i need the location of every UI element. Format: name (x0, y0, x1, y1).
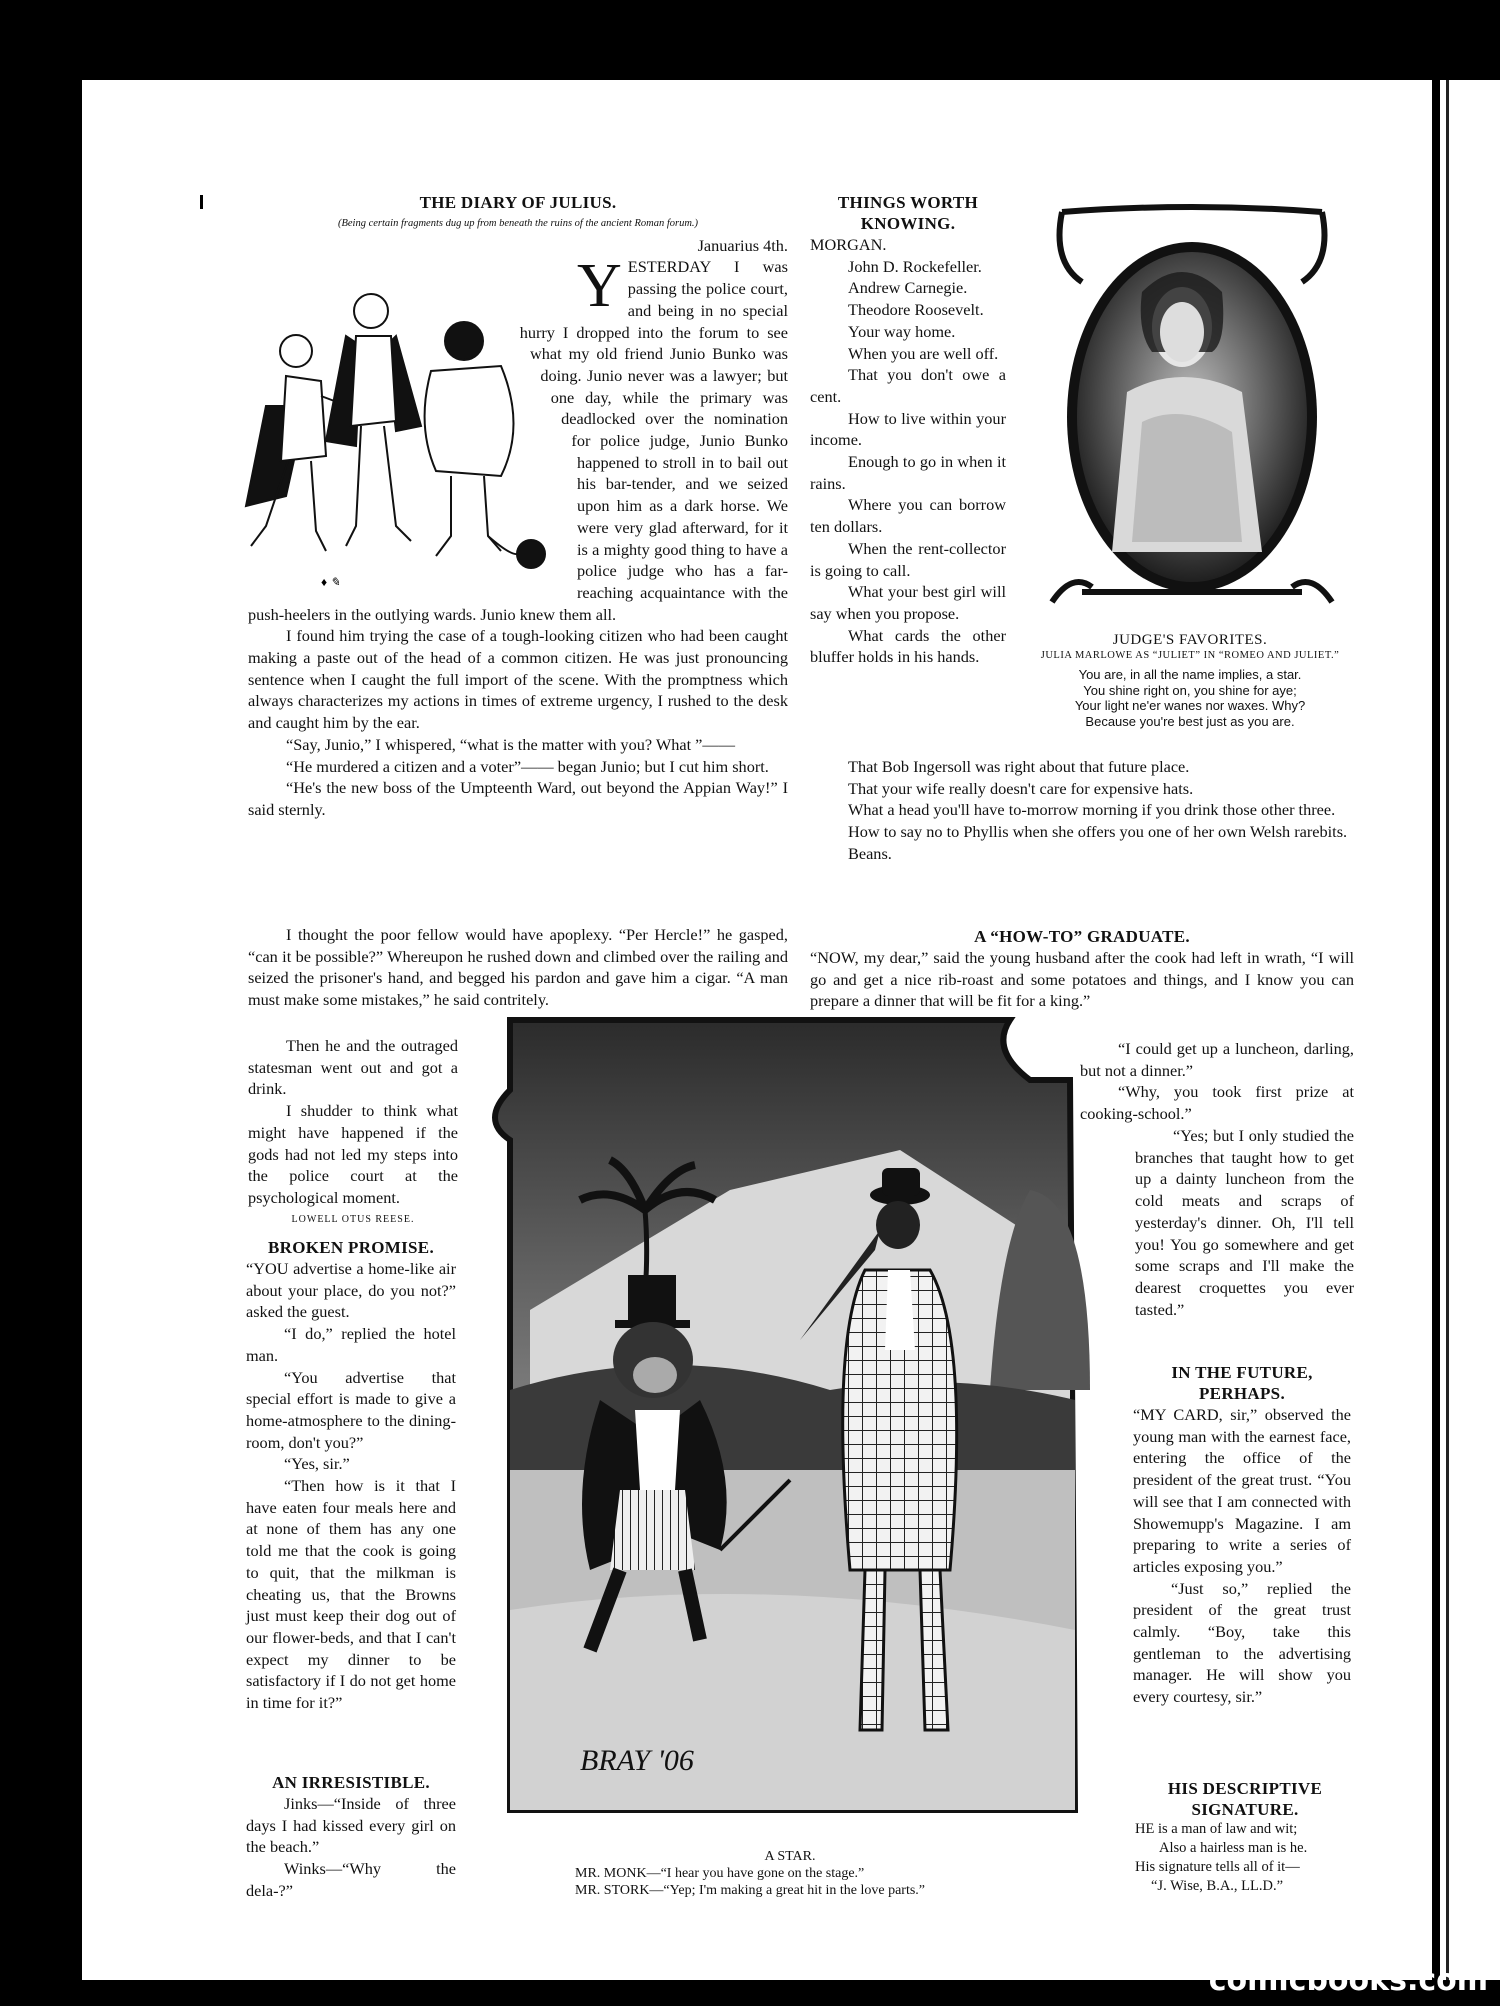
favorites-title: JUDGE'S FAVORITES. (1112, 632, 1268, 648)
things-item: Beans. (848, 843, 892, 863)
diary-paragraph: Then he and the outraged statesman went out and got a drink. (248, 1036, 458, 1099)
diary-paragraph: ESTERDAY I was passing the police court, and being in no special hurry I dropped into the forum to see what my old friend Junio Bunko was doing. Junio never was a lawyer; but one day, while the primary was deadlocked over the nomination for police judge, Junio Bunko happened to stroll in to bail out his bar-tender, and we seized upon him as a dark horse. We were very glad afterward, for it is a mighty good thing to have a police judge who has a far-reaching acquaintance with the push-heelers in the outlying wards. Junio knew them all. (248, 257, 788, 624)
things-item: When you are well off. (848, 343, 999, 363)
things-item: How to live within your income. (810, 408, 1006, 450)
signature-title-line2: SIGNATURE. (1191, 1800, 1299, 1819)
irresistible-article (246, 1772, 456, 1902)
cartoon-artist-signature: BRAY '06 (580, 1744, 694, 1777)
diary-paragraph: “He's the new boss of the Umpteenth Ward, out beyond the Appian Way!” I said sternly. (248, 778, 788, 819)
broken-paragraph: “Then how is it that I have eaten four meals here and at none of them has any one told me that the cook is going to quit, that the milkman is cheating us, that the Browns just must keep their dog out of our flower-beds, and that I can't expect my dinner to be satisfactory if I do not get home in time for it?” (246, 1476, 456, 1713)
things-item: Where you can borrow ten dollars. (810, 495, 1006, 537)
irresistible-paragraph: Winks—“Why the dela-?” (246, 1859, 456, 1900)
verse-line: Your light ne'er wanes nor waxes. Why? (1074, 698, 1306, 713)
diary-paragraph: I found him trying the case of a tough-looking citizen who had been caught making a paste out of the head of a common citizen. He was just pronouncing sentence when I caught the full import of the scene. With the promptness which always characterizes my actions in times of extreme urgency, I rushed to the desk and caught him by the ear. (248, 626, 788, 733)
signature-line: Also a hairless man is he. (1159, 1840, 1308, 1856)
irresistible-title: AN IRRESISTIBLE. (272, 1773, 430, 1792)
page-gutter (1446, 80, 1449, 1980)
roman-figures-illustration (226, 256, 571, 601)
future-article (1133, 1362, 1351, 1708)
things-item: MORGAN. (810, 235, 887, 254)
howto-title: A “HOW-TO” GRADUATE. (974, 927, 1190, 946)
things-item: What a head you'll have to-morrow morning if you drink those other three. (848, 800, 1336, 820)
future-paragraph: “Just so,” replied the president of the great trust calmly. “Boy, take this gentleman to the advertising manager. He will show you every courtesy, sir.” (1133, 1578, 1351, 1707)
broken-paragraph: “I do,” replied the hotel man. (246, 1324, 456, 1365)
diary-article (248, 192, 788, 821)
signature-title-line1: HIS DESCRIPTIVE (1167, 1779, 1323, 1798)
favorites-verse (1030, 667, 1350, 729)
howto-article (810, 926, 1354, 1012)
signature-line: HE is a man of law and wit; (1135, 1821, 1298, 1837)
howto-paragraph: “I could get up a luncheon, darling, but not a dinner.” (1080, 1039, 1354, 1080)
margin-mark (200, 195, 203, 209)
things-worth-knowing (810, 192, 1006, 668)
things-item: What your best girl will say when you propose. (810, 582, 1006, 623)
things-item: How to say no to Phyllis when she offers you one of her own Welsh rarebits. (848, 822, 1348, 842)
things-item: That you don't owe a cent. (810, 365, 1006, 406)
irresistible-paragraph: Jinks—“Inside of three days I had kissed every girl on the beach.” (246, 1794, 456, 1857)
future-title-line2: PERHAPS. (1199, 1384, 1285, 1403)
things-list (810, 756, 1358, 865)
diary-paragraph: “He murdered a citizen and a voter”—— began Junio; but I cut him short. (286, 756, 769, 776)
broken-paragraph: “You advertise that special effort is made to give a home-atmosphere to the dining-room, don't you?” (246, 1367, 456, 1452)
diary-paragraph: I shudder to think what might have happened if the gods had not led my steps into the police court at the psychological moment. (248, 1101, 458, 1207)
howto-continued (1080, 1038, 1354, 1125)
diary-continued (248, 924, 788, 1011)
cartoon-caption-block (540, 1848, 1040, 1899)
howto-paragraph: “NOW, my dear,” said the young husband after the cook had left in wrath, “I will go and get a nice rib-roast and some potatoes and things, and I know you can prepare a dinner that will be fit for a king.” (810, 948, 1354, 1011)
future-paragraph: “MY CARD, sir,” observed the young man with the earnest face, entering the office of the president of the great trust. “You will see that I am connected with Showemupp's Magazine. I am preparing to write a series of articles exposing you.” (1133, 1405, 1351, 1576)
broken-promise-title: BROKEN PROMISE. (267, 1238, 435, 1257)
things-item: Enough to go in when it rains. (810, 452, 1006, 493)
diary-paragraph: I thought the poor fellow would have apoplexy. “Per Hercle!” he gasped, “can it be possible?” Whereupon he rushed down and climbed over the railing and seized the prisoner's hand, and begged his pardon and gave him a cigar. “A man must make some mistakes,” he said contritely. (248, 925, 788, 1010)
things-item: Theodore Roosevelt. (848, 300, 984, 320)
howto-continued-2 (1135, 1125, 1354, 1320)
things-item: Andrew Carnegie. (848, 278, 968, 298)
favorites-caption-block (1030, 632, 1350, 729)
things-title-line1: THINGS WORTH (837, 193, 979, 212)
diary-subtitle: (Being certain fragments dug up from beneath the ruins of the ancient Roman forum.) (337, 218, 699, 229)
things-title-line2: KNOWING. (860, 214, 956, 233)
future-title-line1: IN THE FUTURE, (1171, 1363, 1313, 1382)
cartoon-caption-line: MR. STORK—“Yep; I'm making a great hit in the love parts.” (575, 1883, 926, 1898)
monk-and-stork-cartoon (470, 1010, 1110, 1840)
verse-line: You shine right on, you shine for aye; (1083, 682, 1297, 698)
diary-signature: LOWELL OTUS REESE. (291, 1213, 415, 1225)
diary-date: Januarius 4th. (697, 235, 788, 255)
signature-line: His signature tells all of it— (1135, 1859, 1300, 1875)
diary-end (248, 1035, 458, 1230)
things-item: Your way home. (848, 321, 956, 341)
things-item: When the rent-collector is going to call. (810, 538, 1006, 580)
broken-paragraph: “Yes, sir.” (284, 1454, 350, 1474)
verse-line: You are, in all the name implies, a star. (1078, 667, 1302, 682)
things-item: John D. Rockefeller. (848, 256, 982, 276)
portrait-frame (1042, 192, 1342, 626)
diary-dropcap: Y (577, 252, 622, 321)
broken-paragraph: “YOU advertise a home-like air about your place, do you not?” asked the guest. (246, 1259, 456, 1322)
things-item: That your wife really doesn't care for expensive hats. (848, 778, 1194, 798)
things-item: That Bob Ingersoll was right about that future place. (848, 757, 1190, 776)
diary-title: THE DIARY OF JULIUS. (419, 193, 617, 212)
diary-paragraph: “Say, Junio,” I whispered, “what is the matter with you? What ”—— (286, 734, 735, 754)
verse-line: Because you're best just as you are. (1085, 713, 1295, 729)
cartoon-caption-line: MR. MONK—“I hear you have gone on the stage.” (575, 1866, 865, 1881)
site-watermark: comicbooks.com (1208, 1963, 1488, 1998)
howto-paragraph: “Why, you took first prize at cooking-school.” (1080, 1082, 1354, 1124)
signature-line: “J. Wise, B.A., LL.D.” (1151, 1878, 1284, 1894)
things-worth-knowing-continued (810, 756, 1358, 865)
broken-promise-article (246, 1237, 456, 1714)
descriptive-signature-article (1135, 1778, 1355, 1896)
svg-text:♦︎ ✎: ♦︎ ✎ (321, 575, 341, 590)
things-list (810, 234, 1006, 668)
favorites-caption: JULIA MARLOWE AS “JULIET” IN “ROMEO AND JULIET.” (1040, 650, 1340, 661)
cartoon-title: A STAR. (764, 1849, 816, 1864)
things-item: What cards the other bluffer holds in his hands. (810, 625, 1006, 667)
howto-paragraph: “Yes; but I only studied the branches that taught how to get up a dainty luncheon from the cold meats and scraps of yesterday's dinner. Oh, I'll tell you! You go somewhere and get some scraps and I'll make the dearest croquettes you ever tasted.” (1135, 1126, 1354, 1319)
next-page-edge (1440, 80, 1500, 1980)
